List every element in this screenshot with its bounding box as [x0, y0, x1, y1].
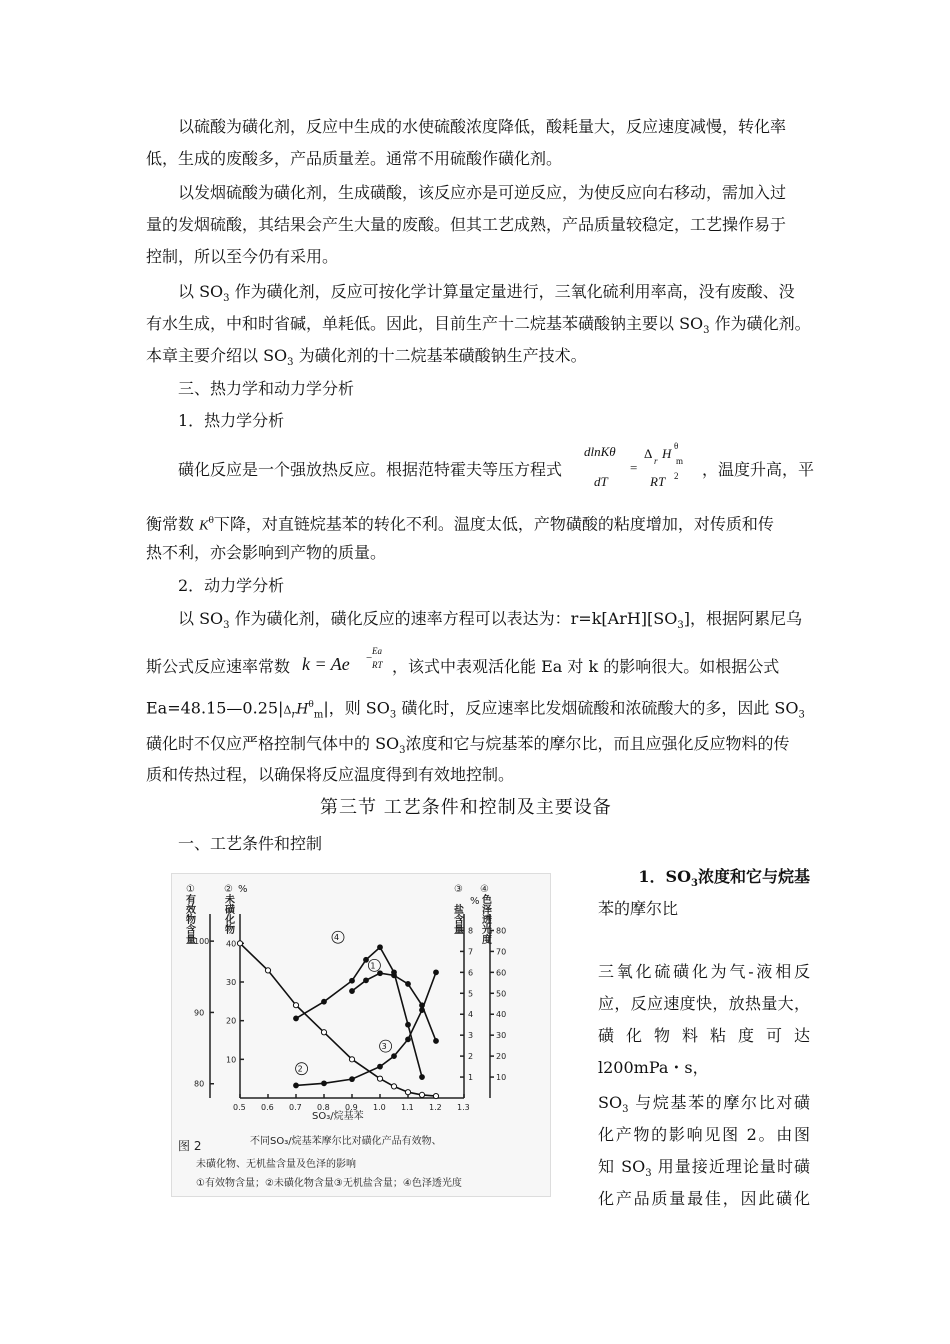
x-axis-label: SO₃/烷基苯: [312, 1111, 364, 1122]
axis-2-number: ②: [224, 884, 233, 895]
series-3-point: [434, 970, 439, 975]
axis-3-label: 盐含量: [454, 905, 464, 936]
right-text-line-8: 化产品质量最佳，因此磺化: [598, 1189, 810, 1208]
subheading-so3-ratio: 1．$SO_3$浓度和它与烷基: [638, 867, 810, 889]
series-2-point: [237, 941, 242, 946]
axis-3-tick-label: 3: [468, 1031, 474, 1041]
axis-3-tick-label: 8: [468, 926, 474, 936]
paragraph-5-line-2-text: 斯公式反应速率常数: [146, 657, 291, 676]
right-text-line-7: 知 $SO_3$ 用量接近理论量时磺: [598, 1157, 810, 1179]
axis-2-tick-label: 20: [226, 1016, 237, 1026]
series-4-point: [420, 1075, 425, 1080]
x-tick-label: 1.3: [457, 1103, 470, 1112]
series-2-point: [265, 968, 270, 973]
series-4-point: [406, 1022, 411, 1027]
axis-4-tick-label: 70: [496, 947, 507, 957]
paragraph-5-line-2-tail: ，该式中表观活化能 Ea 对 k 的影响很大。如根据公式: [392, 657, 780, 676]
axis-4-tick-label: 20: [496, 1052, 507, 1062]
series-2-point: [433, 1093, 438, 1098]
paragraph-2-line-2: 量的发烟硫酸，其结果会产生大量的废酸。但其工艺成熟，产品质量较稳定，工艺操作易于: [146, 215, 787, 234]
series-4-point: [364, 957, 369, 962]
series-2-point: [377, 1076, 382, 1081]
series-2-point: [419, 1092, 424, 1097]
axis-1-tick-label: 90: [194, 1008, 205, 1018]
axis-1-tick-label: 80: [194, 1079, 205, 1089]
axis-4-tick-label: 60: [496, 968, 507, 978]
series-2-point: [321, 1030, 326, 1035]
series-1-label: 1: [370, 961, 376, 971]
series-1-point: [364, 978, 369, 983]
x-tick-label: 0.7: [289, 1103, 302, 1112]
series-4-point: [392, 970, 397, 975]
paragraph-5-line-5: 质和传热过程，以确保将反应温度得到有效地控制。: [146, 765, 515, 784]
x-tick-label: 1.2: [429, 1103, 442, 1112]
axis-2-tick-label: 40: [226, 939, 237, 949]
paragraph-4-line-1-tail: ，温度升高，平: [702, 460, 815, 479]
axis-4-tick-label: 40: [496, 1010, 507, 1020]
axis-4-label: 色泽透光度: [482, 895, 492, 946]
heading-kinetics: 2．动力学分析: [178, 576, 285, 595]
axis-3-tick-label: 5: [468, 989, 474, 999]
axis-3-unit: %: [470, 896, 480, 907]
axis-3-tick-label: 6: [468, 968, 474, 978]
paragraph-5-line-4: 磺化时不仅应严格控制气体中的 $SO_3$浓度和它与烷基苯的摩尔比，而且应强化反应物料的传: [146, 734, 790, 756]
series-3-point: [294, 1083, 299, 1088]
series-3-point: [392, 1054, 397, 1059]
paragraph-5-line-3: $Ea=48.15—0.25|\Delta_rH^\theta_m|$，则 $SO_3$ 磺化时，反应速率比发烟硫酸和浓硫酸大的多，因此 $SO_3$: [146, 698, 805, 721]
axis-3-tick-label: 2: [468, 1052, 474, 1062]
series-2-point: [391, 1084, 396, 1089]
series-3-point: [420, 1008, 425, 1013]
paragraph-2-line-1: 以发烟硫酸为磺化剂，生成磺酸，该反应亦是可逆反应，为使反应向右移动，需加入过: [178, 183, 787, 202]
figure-2: [171, 873, 551, 1197]
series-4-label: 4: [334, 933, 340, 943]
axis-3-number: ③: [454, 884, 463, 895]
heading-thermodynamics: 1．热力学分析: [178, 411, 285, 430]
figure-caption-line-2: 未磺化物、无机盐含量及色泽的影响: [196, 1159, 356, 1170]
axis-4-number: ④: [480, 884, 489, 895]
heading-process-conditions: 一、工艺条件和控制: [178, 834, 323, 853]
series-4-line: [296, 947, 422, 1077]
axis-4-tick-label: 30: [496, 1031, 507, 1041]
paragraph-3-line-1: 以 $SO_3$ 作为磺化剂，反应可按化学计算量定量进行，三氧化硫利用率高，没有废酸、没: [178, 282, 795, 304]
vant-hoff-equation: dlnKθ dT = Δ r H θ m RT 2: [584, 441, 684, 489]
right-text-line-1: 三氧化硫磺化为气-液相反: [598, 962, 810, 981]
paragraph-4-line-3: 热不利，亦会影响到产物的质量。: [146, 543, 387, 562]
x-tick-label: 0.8: [317, 1103, 330, 1112]
axis-2-unit: %: [238, 884, 248, 895]
paragraph-2-line-3: 控制，所以至今仍有采用。: [146, 247, 339, 266]
series-1-point: [350, 989, 355, 994]
series-2-point: [405, 1090, 410, 1095]
series-3-point: [378, 1064, 383, 1069]
paragraph-4-line-2: 衡常数 $K^\theta$下降，对直链烷基苯的转化不利。温度太低，产物磺酸的粘度增加，对传质和传: [146, 514, 774, 534]
paragraph-4-line-1-text: 磺化反应是一个强放热反应。根据范特霍夫等压方程式: [178, 460, 563, 479]
series-2-point: [349, 1057, 354, 1062]
series-1-point: [434, 1039, 439, 1044]
right-text-line-2: 应，反应速度快，放热量大，: [598, 994, 810, 1013]
axis-2-label: 未磺化物: [225, 895, 235, 936]
x-tick-label: 1.0: [373, 1103, 386, 1112]
axis-4-tick-label: 80: [496, 926, 507, 936]
figure-caption-line-1: 不同SO₃/烷基苯摩尔比对磺化产品有效物、: [250, 1136, 442, 1147]
heading-thermo-kinetics: 三、热力学和动力学分析: [178, 379, 355, 398]
paragraph-3-line-2: 有水生成，中和时省碱，单耗低。因此，目前生产十二烷基苯磺酸钠主要以 $SO_3$ 作为磺化剂。: [146, 314, 811, 336]
series-2-point: [293, 1003, 298, 1008]
figure-caption-line-3: ①有效物含量；②未磺化物含量③无机盐含量；④色泽透光度: [196, 1178, 462, 1189]
axis-2-tick-label: 10: [226, 1055, 237, 1065]
x-tick-label: 1.1: [401, 1103, 414, 1112]
series-3-point: [350, 1077, 355, 1082]
axis-1-label: 有效物含量: [186, 895, 196, 946]
right-text-line-4: l200mPa・s，: [598, 1058, 709, 1077]
series-4-point: [378, 945, 383, 950]
series-4-point: [294, 1016, 299, 1021]
axis-4-tick-label: 50: [496, 989, 507, 999]
series-2-label: 2: [297, 1064, 303, 1074]
series-3-point: [322, 1081, 327, 1086]
axis-2-tick-label: 30: [226, 978, 237, 987]
paragraph-1-line-2: 低，生成的废酸多，产品质量差。通常不用硫酸作磺化剂。: [146, 149, 563, 168]
figure-number: 图 2: [178, 1139, 202, 1153]
axis-1-tick-label: 100: [194, 937, 210, 947]
axis-3-tick-label: 1: [468, 1073, 474, 1083]
paragraph-5-line-1: 以 $SO_3$ 作为磺化剂，磺化反应的速率方程可以表达为：$r=k[ArH][SO_3]$，根据阿累尼乌: [178, 609, 802, 631]
axis-4-tick-label: 10: [496, 1073, 507, 1083]
paragraph-1-line-1: 以硫酸为磺化剂，反应中生成的水使硫酸浓度降低，酸耗量大，反应速度减慢，转化率: [178, 117, 787, 136]
subheading-so3-ratio-cont: 苯的摩尔比: [598, 899, 679, 918]
series-1-point: [406, 982, 411, 987]
axis-1-number: ①: [186, 884, 195, 895]
axis-3-tick-label: 7: [468, 947, 474, 957]
x-tick-label: 0.9: [345, 1103, 358, 1112]
series-1-point: [378, 971, 383, 976]
arrhenius-equation: k = Ae − Ea RT: [302, 646, 383, 674]
right-text-line-3: 磺 化 物 料 粘 度 可 达: [598, 1026, 810, 1045]
x-tick-label: 0.5: [233, 1103, 246, 1112]
series-3-label: 3: [381, 1042, 387, 1052]
x-tick-label: 0.6: [261, 1103, 274, 1112]
right-text-line-6: 化产物的影响见图 2。由图: [598, 1125, 810, 1144]
series-4-point: [350, 978, 355, 983]
series-4-point: [322, 999, 327, 1004]
section-title: 第三节 工艺条件和控制及主要设备: [320, 797, 612, 818]
right-text-line-5: $SO_3$ 与烷基苯的摩尔比对磺: [598, 1093, 810, 1115]
axis-3-tick-label: 4: [468, 1010, 474, 1020]
paragraph-3-line-3: 本章主要介绍以 $SO_3$ 为磺化剂的十二烷基苯磺酸钠生产技术。: [146, 346, 587, 368]
series-3-point: [406, 1037, 411, 1042]
